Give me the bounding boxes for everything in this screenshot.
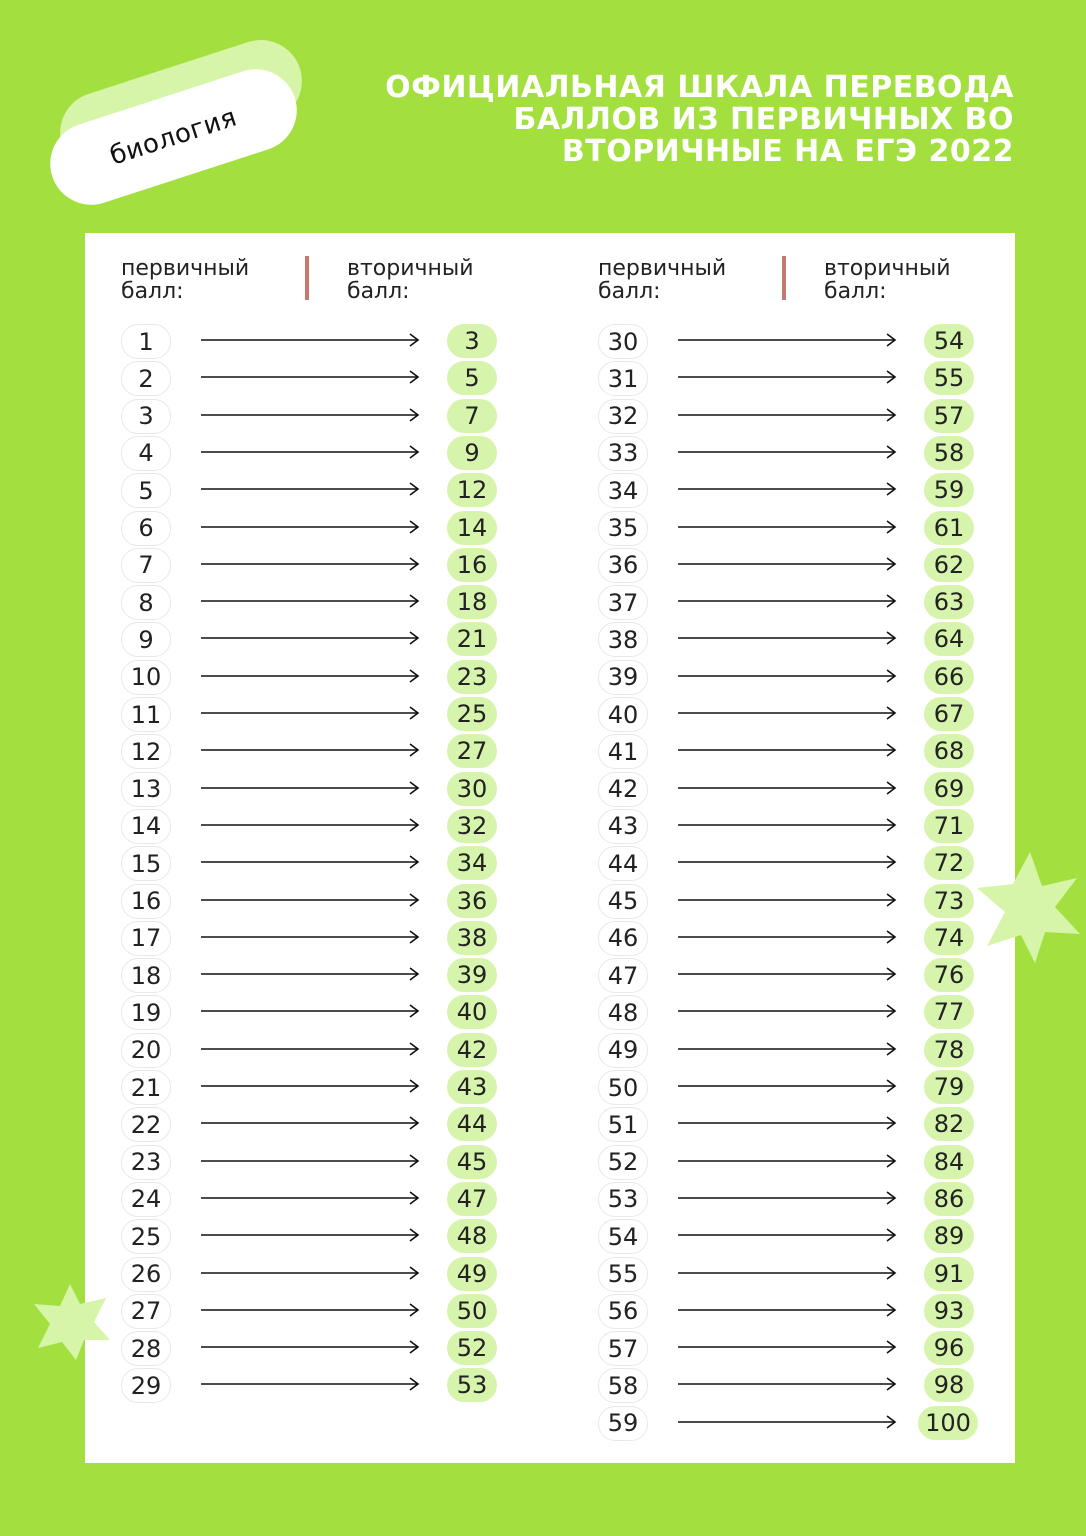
primary-score: 23 — [121, 1145, 171, 1180]
secondary-score-badge: 91 — [924, 1257, 974, 1291]
secondary-score-badge: 44 — [447, 1107, 497, 1141]
score-row — [85, 1144, 550, 1180]
score-row — [85, 920, 550, 956]
secondary-score-badge: 59 — [924, 473, 974, 507]
arrow-right-icon — [201, 408, 420, 422]
arrow-right-icon — [678, 967, 897, 981]
star-icon — [32, 1282, 112, 1362]
primary-score: 41 — [598, 734, 648, 769]
secondary-score-badge: 5 — [447, 361, 497, 395]
arrow-right-icon — [678, 1377, 897, 1391]
primary-score: 58 — [598, 1368, 648, 1403]
arrow-right-icon — [678, 743, 897, 757]
secondary-score-badge: 48 — [447, 1219, 497, 1253]
primary-score: 26 — [121, 1257, 171, 1292]
score-row — [85, 883, 550, 919]
arrow-right-icon — [678, 1303, 897, 1317]
secondary-score-badge: 40 — [447, 995, 497, 1029]
secondary-score-badge: 98 — [924, 1368, 974, 1402]
score-row — [85, 621, 550, 657]
primary-score: 29 — [121, 1368, 171, 1403]
score-row — [562, 1144, 1027, 1180]
primary-score: 11 — [121, 697, 171, 732]
secondary-score-badge: 78 — [924, 1033, 974, 1067]
arrow-right-icon — [201, 706, 420, 720]
score-row — [85, 398, 550, 434]
arrow-right-icon — [201, 1004, 420, 1018]
primary-score: 56 — [598, 1294, 648, 1329]
primary-score: 2 — [121, 361, 171, 396]
secondary-score-badge: 14 — [447, 511, 497, 545]
score-row — [85, 584, 550, 620]
secondary-score-badge: 16 — [447, 548, 497, 582]
arrow-right-icon — [201, 893, 420, 907]
score-row — [562, 1405, 1027, 1441]
primary-score: 42 — [598, 772, 648, 807]
subject-badge-wrap — [40, 70, 310, 190]
score-row — [85, 808, 550, 844]
primary-score: 37 — [598, 585, 648, 620]
arrow-right-icon — [678, 408, 897, 422]
arrow-right-icon — [678, 781, 897, 795]
arrow-right-icon — [201, 1042, 420, 1056]
arrow-right-icon — [201, 1340, 420, 1354]
primary-score: 35 — [598, 511, 648, 546]
score-row — [562, 360, 1027, 396]
score-row — [562, 398, 1027, 434]
secondary-score-badge: 55 — [924, 361, 974, 395]
score-row — [562, 696, 1027, 732]
primary-score: 45 — [598, 884, 648, 919]
secondary-score-badge: 52 — [447, 1331, 497, 1365]
primary-score: 34 — [598, 473, 648, 508]
primary-score: 49 — [598, 1033, 648, 1068]
primary-score: 54 — [598, 1219, 648, 1254]
secondary-score-badge: 42 — [447, 1033, 497, 1067]
score-row — [562, 920, 1027, 956]
score-row — [562, 1069, 1027, 1105]
score-row — [562, 994, 1027, 1030]
secondary-score-badge: 58 — [924, 436, 974, 470]
primary-score: 3 — [121, 399, 171, 434]
score-row — [85, 733, 550, 769]
score-row — [85, 696, 550, 732]
arrow-right-icon — [678, 893, 897, 907]
score-row — [85, 1367, 550, 1403]
score-row — [562, 472, 1027, 508]
arrow-right-icon — [201, 333, 420, 347]
secondary-score-header: вторичный балл: — [824, 256, 951, 304]
score-column-right — [562, 233, 1027, 1463]
primary-score: 46 — [598, 921, 648, 956]
arrow-right-icon — [201, 781, 420, 795]
arrow-right-icon — [201, 1377, 420, 1391]
primary-score: 30 — [598, 324, 648, 359]
score-row — [562, 547, 1027, 583]
primary-score: 14 — [121, 809, 171, 844]
secondary-score-badge: 96 — [924, 1331, 974, 1365]
secondary-score-badge: 43 — [447, 1070, 497, 1104]
arrow-right-icon — [201, 818, 420, 832]
primary-score: 47 — [598, 958, 648, 993]
arrow-right-icon — [201, 855, 420, 869]
score-row — [562, 957, 1027, 993]
primary-score: 40 — [598, 697, 648, 732]
secondary-score-badge: 79 — [924, 1070, 974, 1104]
primary-score: 25 — [121, 1219, 171, 1254]
score-row — [562, 1181, 1027, 1217]
secondary-score-badge: 72 — [924, 846, 974, 880]
score-row — [85, 1106, 550, 1142]
primary-score: 20 — [121, 1033, 171, 1068]
primary-score: 38 — [598, 622, 648, 657]
primary-score: 7 — [121, 548, 171, 583]
secondary-score-badge: 67 — [924, 697, 974, 731]
score-row — [85, 1218, 550, 1254]
secondary-score-badge: 27 — [447, 734, 497, 768]
secondary-score-badge: 23 — [447, 660, 497, 694]
arrow-right-icon — [201, 1116, 420, 1130]
arrow-right-icon — [678, 1042, 897, 1056]
secondary-score-badge: 49 — [447, 1257, 497, 1291]
score-row — [85, 1256, 550, 1292]
secondary-score-badge: 73 — [924, 884, 974, 918]
primary-score: 31 — [598, 361, 648, 396]
primary-score-header: первичный балл: — [121, 256, 250, 304]
arrow-right-icon — [678, 669, 897, 683]
score-row — [562, 733, 1027, 769]
secondary-score-badge: 53 — [447, 1368, 497, 1402]
title-line: БАЛЛОВ ИЗ ПЕРВИЧНЫХ ВО — [513, 102, 1014, 137]
arrow-right-icon — [678, 1266, 897, 1280]
arrow-right-icon — [678, 1340, 897, 1354]
arrow-right-icon — [678, 930, 897, 944]
arrow-right-icon — [678, 1154, 897, 1168]
score-row — [85, 659, 550, 695]
arrow-right-icon — [201, 1303, 420, 1317]
secondary-score-badge: 74 — [924, 921, 974, 955]
primary-score: 28 — [121, 1331, 171, 1366]
score-row — [562, 1256, 1027, 1292]
score-row — [562, 1367, 1027, 1403]
secondary-score-badge: 84 — [924, 1145, 974, 1179]
score-row — [85, 957, 550, 993]
arrow-right-icon — [678, 1116, 897, 1130]
secondary-score-badge: 18 — [447, 585, 497, 619]
arrow-right-icon — [678, 706, 897, 720]
primary-score: 17 — [121, 921, 171, 956]
score-row — [562, 808, 1027, 844]
secondary-score-badge: 39 — [447, 958, 497, 992]
arrow-right-icon — [678, 855, 897, 869]
secondary-score-badge: 7 — [447, 399, 497, 433]
arrow-right-icon — [678, 818, 897, 832]
score-row — [562, 883, 1027, 919]
arrow-right-icon — [678, 520, 897, 534]
arrow-right-icon — [678, 1079, 897, 1093]
score-row — [562, 510, 1027, 546]
score-row — [562, 771, 1027, 807]
arrow-right-icon — [201, 1154, 420, 1168]
secondary-score-badge: 57 — [924, 399, 974, 433]
primary-score: 6 — [121, 511, 171, 546]
secondary-score-badge: 93 — [924, 1294, 974, 1328]
secondary-score-badge: 12 — [447, 473, 497, 507]
primary-score: 27 — [121, 1294, 171, 1329]
primary-score: 53 — [598, 1182, 648, 1217]
score-row — [562, 584, 1027, 620]
score-row — [85, 845, 550, 881]
primary-score: 21 — [121, 1070, 171, 1105]
primary-score: 8 — [121, 585, 171, 620]
score-row — [562, 323, 1027, 359]
secondary-score-badge: 69 — [924, 772, 974, 806]
primary-score: 57 — [598, 1331, 648, 1366]
arrow-right-icon — [201, 482, 420, 496]
score-row — [562, 435, 1027, 471]
primary-score: 33 — [598, 436, 648, 471]
secondary-score-badge: 61 — [924, 511, 974, 545]
primary-score: 44 — [598, 846, 648, 881]
score-row — [85, 1181, 550, 1217]
score-table-card — [85, 233, 1015, 1463]
primary-score: 19 — [121, 995, 171, 1030]
title-line: ОФИЦИАЛЬНАЯ ШКАЛА ПЕРЕВОДА — [385, 70, 1014, 105]
primary-score: 48 — [598, 995, 648, 1030]
arrow-right-icon — [678, 1415, 897, 1429]
subject-badge: биология — [40, 59, 308, 216]
secondary-score-badge: 62 — [924, 548, 974, 582]
arrow-right-icon — [201, 743, 420, 757]
arrow-right-icon — [201, 557, 420, 571]
header-divider — [305, 256, 309, 300]
title-line: ВТОРИЧНЫЕ НА ЕГЭ 2022 — [561, 134, 1014, 169]
header-divider — [782, 256, 786, 300]
secondary-score-badge: 71 — [924, 809, 974, 843]
arrow-right-icon — [678, 594, 897, 608]
arrow-right-icon — [678, 370, 897, 384]
score-row — [85, 1330, 550, 1366]
arrow-right-icon — [201, 930, 420, 944]
secondary-score-header: вторичный балл: — [347, 256, 474, 304]
arrow-right-icon — [201, 594, 420, 608]
score-row — [85, 1069, 550, 1105]
arrow-right-icon — [201, 1079, 420, 1093]
secondary-score-badge: 63 — [924, 585, 974, 619]
primary-score: 59 — [598, 1406, 648, 1441]
score-row — [562, 621, 1027, 657]
score-row — [85, 360, 550, 396]
secondary-score-badge: 32 — [447, 809, 497, 843]
secondary-score-badge: 64 — [924, 622, 974, 656]
secondary-score-badge: 68 — [924, 734, 974, 768]
score-row — [85, 323, 550, 359]
secondary-score-badge: 86 — [924, 1182, 974, 1216]
arrow-right-icon — [201, 631, 420, 645]
secondary-score-badge: 77 — [924, 995, 974, 1029]
primary-score: 36 — [598, 548, 648, 583]
arrow-right-icon — [678, 1228, 897, 1242]
primary-score: 13 — [121, 772, 171, 807]
primary-score: 52 — [598, 1145, 648, 1180]
secondary-score-badge: 38 — [447, 921, 497, 955]
secondary-score-badge: 47 — [447, 1182, 497, 1216]
arrow-right-icon — [678, 333, 897, 347]
score-row — [85, 1293, 550, 1329]
arrow-right-icon — [201, 445, 420, 459]
secondary-score-badge: 89 — [924, 1219, 974, 1253]
score-row — [85, 472, 550, 508]
page-title — [314, 72, 1014, 168]
primary-score: 4 — [121, 436, 171, 471]
arrow-right-icon — [201, 520, 420, 534]
secondary-score-badge: 9 — [447, 436, 497, 470]
arrow-right-icon — [201, 967, 420, 981]
primary-score: 22 — [121, 1107, 171, 1142]
score-row — [562, 1218, 1027, 1254]
primary-score: 15 — [121, 846, 171, 881]
secondary-score-badge: 30 — [447, 772, 497, 806]
score-row — [562, 1106, 1027, 1142]
primary-score: 12 — [121, 734, 171, 769]
secondary-score-badge: 34 — [447, 846, 497, 880]
score-row — [562, 845, 1027, 881]
score-column-left — [85, 233, 550, 1463]
secondary-score-badge: 45 — [447, 1145, 497, 1179]
secondary-score-badge: 66 — [924, 660, 974, 694]
score-row — [562, 1330, 1027, 1366]
primary-score: 39 — [598, 660, 648, 695]
secondary-score-badge: 54 — [924, 324, 974, 358]
score-row — [85, 547, 550, 583]
secondary-score-badge: 36 — [447, 884, 497, 918]
score-row — [85, 435, 550, 471]
secondary-score-badge: 82 — [924, 1107, 974, 1141]
primary-score: 1 — [121, 324, 171, 359]
secondary-score-badge: 100 — [918, 1406, 978, 1440]
primary-score: 10 — [121, 660, 171, 695]
score-row — [562, 659, 1027, 695]
primary-score-header: первичный балл: — [598, 256, 727, 304]
primary-score: 16 — [121, 884, 171, 919]
secondary-score-badge: 76 — [924, 958, 974, 992]
secondary-score-badge: 3 — [447, 324, 497, 358]
arrow-right-icon — [678, 482, 897, 496]
score-row — [562, 1293, 1027, 1329]
score-row — [85, 994, 550, 1030]
score-row — [85, 1032, 550, 1068]
arrow-right-icon — [201, 669, 420, 683]
secondary-score-badge: 25 — [447, 697, 497, 731]
primary-score: 18 — [121, 958, 171, 993]
primary-score: 43 — [598, 809, 648, 844]
arrow-right-icon — [678, 631, 897, 645]
primary-score: 5 — [121, 473, 171, 508]
arrow-right-icon — [678, 445, 897, 459]
arrow-right-icon — [201, 1228, 420, 1242]
primary-score: 9 — [121, 622, 171, 657]
arrow-right-icon — [678, 1191, 897, 1205]
primary-score: 24 — [121, 1182, 171, 1217]
primary-score: 51 — [598, 1107, 648, 1142]
score-row — [85, 510, 550, 546]
arrow-right-icon — [201, 370, 420, 384]
primary-score: 32 — [598, 399, 648, 434]
arrow-right-icon — [201, 1191, 420, 1205]
secondary-score-badge: 50 — [447, 1294, 497, 1328]
primary-score: 50 — [598, 1070, 648, 1105]
arrow-right-icon — [678, 557, 897, 571]
arrow-right-icon — [678, 1004, 897, 1018]
score-row — [85, 771, 550, 807]
star-icon — [975, 850, 1085, 965]
secondary-score-badge: 21 — [447, 622, 497, 656]
arrow-right-icon — [201, 1266, 420, 1280]
primary-score: 55 — [598, 1257, 648, 1292]
score-row — [562, 1032, 1027, 1068]
